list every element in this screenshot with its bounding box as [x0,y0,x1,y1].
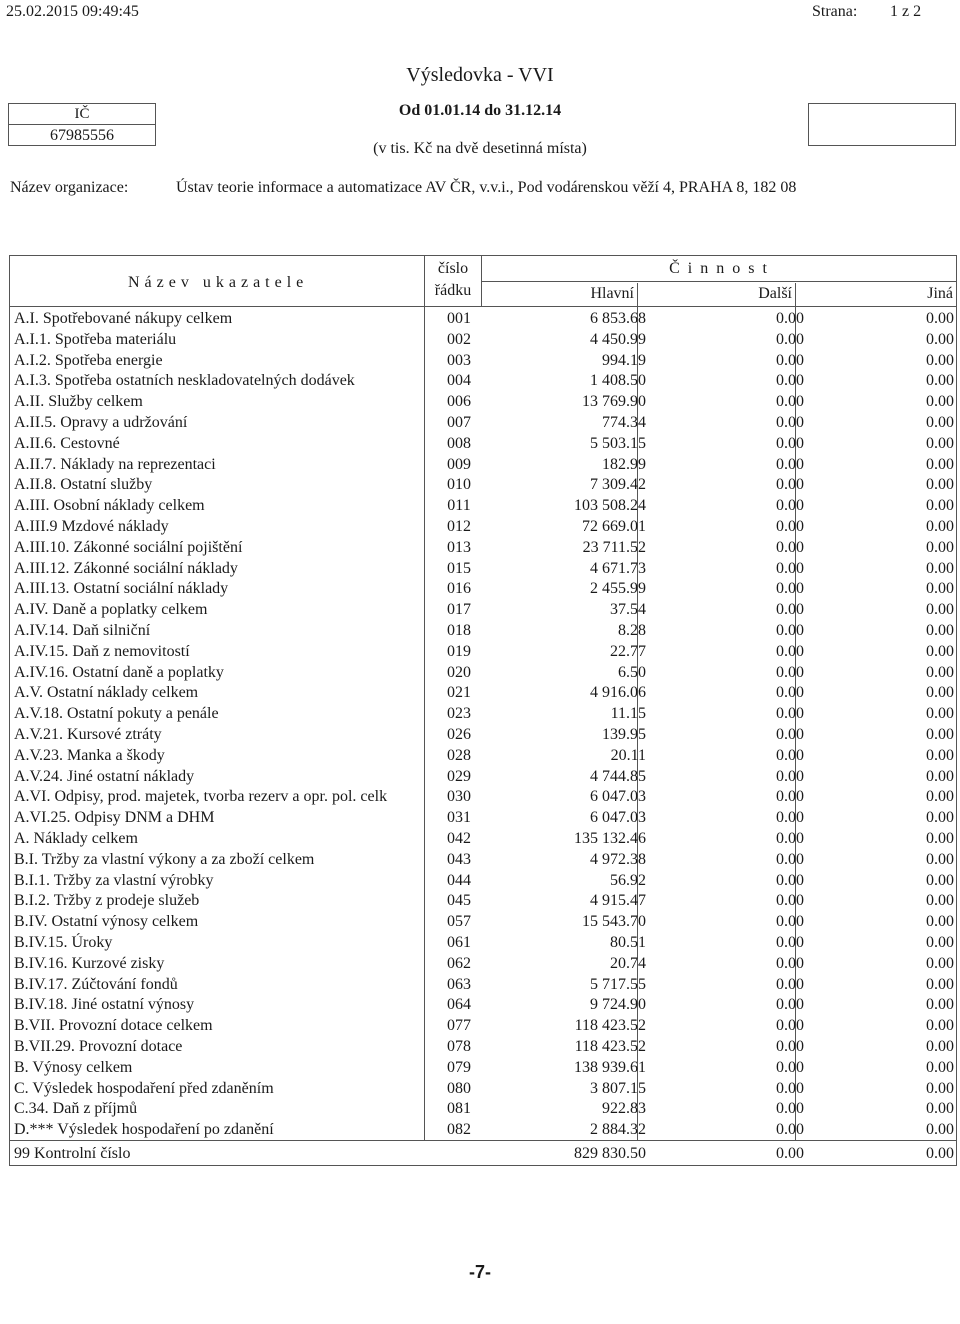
row-misc: 0.00 [926,1079,954,1097]
table-row [10,890,956,911]
row-name: A.V.21. Kursové ztráty [14,726,162,743]
row-misc: 0.00 [926,975,954,993]
row-number: 061 [447,934,471,951]
table-row [10,662,956,683]
row-name: C. Výsledek hospodaření před zdaněním [14,1079,274,1097]
row-main: 7 309.42 [590,476,646,494]
row-other: 0.00 [776,497,804,515]
row-main: 922.83 [602,1100,646,1118]
row-other: 0.00 [776,850,804,868]
row-number: 004 [447,372,471,390]
row-number: 002 [447,330,471,348]
row-name: A. Náklady celkem [14,830,138,847]
row-main: 3 807.15 [590,1079,646,1097]
row-name: A.I.3. Spotřeba ostatních neskladovatelných dodávek [14,372,355,390]
row-other: 0.00 [776,455,804,473]
row-other: 0.00 [776,559,804,577]
row-misc: 0.00 [926,642,954,660]
row-misc: 0.00 [926,934,954,951]
row-main: 13 769.90 [582,393,646,411]
row-main: 6 047.03 [590,809,646,827]
row-number: 020 [447,663,471,681]
row-name: A.III. Osobní náklady celkem [14,497,205,515]
row-main: 56.92 [610,871,646,889]
table-row [10,932,956,953]
row-misc: 0.00 [926,622,954,639]
row-number: 082 [447,1121,471,1139]
print-datetime: 25.02.2015 09:49:45 [6,3,139,20]
row-main: 5 503.15 [590,434,646,452]
ico-label: IČ [9,104,155,125]
row-main: 11.15 [610,705,646,723]
row-misc: 0.00 [926,1017,954,1035]
row-number: 044 [447,871,471,889]
table-row [10,350,956,371]
row-number: 017 [447,601,471,619]
row-main: 20.11 [610,746,646,764]
row-number: 011 [447,497,471,515]
row-misc: 0.00 [926,414,954,431]
row-other: 0.00 [776,663,804,681]
row-misc: 0.00 [926,892,954,910]
document-title: Výsledovka - VVI [406,64,554,86]
row-name: A.II.7. Náklady na reprezentaci [14,455,216,473]
table-row [10,849,956,870]
row-number: 057 [447,913,471,931]
row-number: 080 [447,1079,471,1097]
row-other: 0.00 [776,1079,804,1097]
row-name: A.III.9 Mzdové náklady [14,518,169,535]
table-row [10,724,956,745]
row-main: 103 508.24 [574,497,646,515]
table-row [10,433,956,454]
row-number: 016 [447,580,471,598]
row-name: A.II. Služby celkem [14,393,143,411]
row-other: 0.00 [776,705,804,723]
row-other: 0.00 [776,414,804,431]
row-name: B.IV.17. Zúčtování fondů [14,975,178,993]
row-main: 6.50 [618,663,646,681]
table-row [10,599,956,620]
row-misc: 0.00 [926,850,954,868]
control-row [10,1143,956,1164]
row-main: 182.99 [602,455,646,473]
row-other: 0.00 [776,996,804,1014]
row-other: 0.00 [776,954,804,972]
row-name: B.I.1. Tržby za vlastní výrobky [14,871,214,889]
row-number: 079 [447,1058,471,1076]
table-row [10,641,956,662]
table-row [10,370,956,391]
table-row [10,953,956,974]
row-misc: 0.00 [926,580,954,598]
row-name: A.III.12. Zákonné sociální náklady [14,559,238,577]
table-row [10,682,956,703]
row-main: 4 972.38 [590,850,646,868]
col-main-header: Hlavní [590,285,634,302]
row-misc: 0.00 [926,476,954,494]
header-divider [481,281,956,282]
row-number: 043 [447,850,471,868]
row-number: 030 [447,788,471,806]
row-main: 4 916.06 [590,684,646,702]
table-row [10,870,956,891]
row-number: 012 [447,518,471,535]
row-main: 138 939.61 [574,1058,646,1076]
row-main: 2 884.32 [590,1121,646,1139]
row-main: 4 915.47 [590,892,646,910]
row-number: 007 [447,414,471,431]
row-other: 0.00 [776,871,804,889]
row-other: 0.00 [776,726,804,743]
row-misc: 0.00 [926,913,954,931]
row-other: 0.00 [776,1017,804,1035]
row-misc: 0.00 [926,871,954,889]
row-name: A.II.5. Opravy a udržování [14,414,188,431]
row-misc: 0.00 [926,1100,954,1118]
row-name: A.IV.14. Daň silniční [14,622,151,639]
row-other: 0.00 [776,746,804,764]
row-name: A.III.13. Ostatní sociální náklady [14,580,229,598]
row-main: 4 450.99 [590,330,646,348]
row-misc: 0.00 [926,684,954,702]
row-name: B. Výnosy celkem [14,1058,133,1076]
row-other: 0.00 [776,642,804,660]
page-label: Strana: [812,3,858,20]
table-row [10,412,956,433]
row-number: 015 [447,559,471,577]
row-name: B.VII.29. Provozní dotace [14,1038,183,1055]
row-number: 029 [447,767,471,785]
table-row [10,1119,956,1140]
row-name: A.II.6. Cestovné [14,434,120,452]
row-main: 8.28 [618,622,646,639]
table-row [10,474,956,495]
ico-value: 67985556 [50,127,114,144]
row-other: 0.00 [776,538,804,556]
table-row [10,1015,956,1036]
table-row [10,994,956,1015]
row-number: 013 [447,538,471,556]
row-number: 077 [447,1017,471,1035]
table-row [10,578,956,599]
row-main: 118 423.52 [574,1038,646,1055]
row-misc: 0.00 [926,497,954,515]
row-other: 0.00 [776,975,804,993]
row-main: 994.19 [602,351,646,369]
row-other: 0.00 [776,1121,804,1139]
row-main: 139.95 [602,726,646,743]
row-main: 118 423.52 [574,1017,646,1035]
col-num-header-line2: řádku [434,282,472,299]
units-note: (v tis. Kč na dvě desetinná místa) [373,140,587,157]
control-other: 0.00 [776,1145,804,1162]
row-misc: 0.00 [926,1058,954,1076]
row-other: 0.00 [776,580,804,598]
row-number: 063 [447,975,471,993]
control-main: 829 830.50 [574,1145,646,1162]
table-row [10,454,956,475]
table-row [10,1036,956,1057]
row-other: 0.00 [776,518,804,535]
col-misc-header: Jiná [927,285,953,302]
row-misc: 0.00 [926,351,954,369]
row-number: 001 [447,310,471,327]
row-name: A.V. Ostatní náklady celkem [14,684,199,702]
col-other-header: Další [758,285,792,302]
table-row [10,745,956,766]
table-row [10,766,956,787]
row-name: D.*** Výsledek hospodaření po zdanění [14,1121,274,1139]
row-misc: 0.00 [926,705,954,723]
table-row [10,308,956,329]
row-number: 019 [447,642,471,660]
page-value: 1 z 2 [890,3,922,20]
row-name: A.III.10. Zákonné sociální pojištění [14,538,243,556]
row-misc: 0.00 [926,434,954,452]
row-main: 2 455.99 [590,580,646,598]
row-name: A.VI. Odpisy, prod. majetek, tvorba rezerv a opr. pol. celk [14,788,388,806]
row-number: 010 [447,476,471,494]
row-main: 9 724.90 [590,996,646,1014]
table-row [10,1098,956,1119]
row-misc: 0.00 [926,559,954,577]
table-row [10,516,956,537]
page-number: -7- [469,1262,491,1282]
row-misc: 0.00 [926,830,954,847]
control-name: 99 Kontrolní číslo [14,1145,131,1162]
row-name: C.34. Daň z příjmů [14,1100,138,1118]
row-number: 009 [447,455,471,473]
organization-label: Název organizace: [10,179,129,196]
row-name: B.IV. Ostatní výnosy celkem [14,913,199,931]
row-misc: 0.00 [926,1121,954,1139]
table-row [10,828,956,849]
stamp-box [808,103,956,146]
row-number: 006 [447,393,471,411]
row-name: A.I.1. Spotřeba materiálu [14,330,177,348]
row-main: 37.54 [610,601,646,619]
table-row [10,1057,956,1078]
row-main: 72 669.01 [582,518,646,535]
row-number: 078 [447,1038,471,1055]
row-name: A.I.2. Spotřeba energie [14,351,163,369]
row-main: 15 543.70 [582,913,646,931]
row-name: B.IV.16. Kurzové zisky [14,954,165,972]
row-other: 0.00 [776,393,804,411]
table-row [10,537,956,558]
control-misc: 0.00 [926,1145,954,1162]
row-misc: 0.00 [926,372,954,390]
row-other: 0.00 [776,476,804,494]
row-number: 026 [447,726,471,743]
row-main: 4 744.85 [590,767,646,785]
row-main: 20.74 [610,954,646,972]
row-other: 0.00 [776,601,804,619]
row-other: 0.00 [776,913,804,931]
row-other: 0.00 [776,622,804,639]
row-main: 6 047.03 [590,788,646,806]
row-name: A.I. Spotřebované nákupy celkem [14,310,233,327]
ico-box [8,103,156,146]
row-name: A.V.18. Ostatní pokuty a penále [14,705,219,723]
row-other: 0.00 [776,1058,804,1076]
row-name: A.V.23. Manka a škody [14,746,165,764]
organization-value: Ústav teorie informace a automatizace AV ČR, v.v.i., Pod vodárenskou věží 4, PRAHA 8, 182 08 [176,179,797,196]
row-misc: 0.00 [926,767,954,785]
row-misc: 0.00 [926,663,954,681]
row-other: 0.00 [776,1100,804,1118]
row-other: 0.00 [776,1038,804,1055]
row-misc: 0.00 [926,954,954,972]
row-name: A.VI.25. Odpisy DNM a DHM [14,809,215,827]
row-number: 045 [447,892,471,910]
row-other: 0.00 [776,310,804,327]
col-num-header-line1: číslo [437,260,469,277]
col-name-header: N á z e v u k a z a t e l e [128,274,304,291]
row-other: 0.00 [776,434,804,452]
row-main: 23 711.52 [582,538,646,556]
row-name: B.I.2. Tržby z prodeje služeb [14,892,200,910]
row-name: A.IV.16. Ostatní daně a poplatky [14,663,224,681]
row-main: 1 408.50 [590,372,646,390]
row-number: 003 [447,351,471,369]
row-number: 008 [447,434,471,452]
row-number: 062 [447,954,471,972]
row-main: 6 853.68 [590,310,646,327]
row-name: A.IV. Daně a poplatky celkem [14,601,208,619]
row-misc: 0.00 [926,538,954,556]
table-row [10,391,956,412]
row-number: 021 [447,684,471,702]
row-other: 0.00 [776,892,804,910]
row-other: 0.00 [776,372,804,390]
row-main: 22.77 [610,642,646,660]
row-number: 023 [447,705,471,723]
table-row [10,911,956,932]
table-row [10,974,956,995]
row-name: B.I. Tržby za vlastní výkony a za zboží celkem [14,850,315,868]
row-misc: 0.00 [926,809,954,827]
row-other: 0.00 [776,767,804,785]
row-number: 031 [447,809,471,827]
row-misc: 0.00 [926,996,954,1014]
row-main: 4 671.73 [590,559,646,577]
row-name: B.VII. Provozní dotace celkem [14,1017,213,1035]
row-misc: 0.00 [926,455,954,473]
table-row [10,703,956,724]
row-name: A.IV.15. Daň z nemovitostí [14,642,190,660]
table-row [10,329,956,350]
row-other: 0.00 [776,330,804,348]
row-name: A.V.24. Jiné ostatní náklady [14,767,195,785]
table-row [10,495,956,516]
row-number: 018 [447,622,471,639]
row-other: 0.00 [776,788,804,806]
row-number: 028 [447,746,471,764]
header-bottom-line [9,306,957,307]
row-other: 0.00 [776,934,804,951]
row-misc: 0.00 [926,746,954,764]
row-name: A.II.8. Ostatní služby [14,476,153,494]
col-group-header: Č i n n o s t [669,260,769,277]
row-misc: 0.00 [926,330,954,348]
table-row [10,807,956,828]
row-misc: 0.00 [926,726,954,743]
table-row [10,620,956,641]
row-number: 064 [447,996,471,1014]
row-name: B.IV.15. Úroky [14,934,113,951]
row-other: 0.00 [776,809,804,827]
row-main: 5 717.55 [590,975,646,993]
table-row [10,786,956,807]
row-misc: 0.00 [926,310,954,327]
table-row [10,1078,956,1099]
row-main: 80.51 [610,934,646,951]
row-number: 081 [447,1100,471,1118]
period: Od 01.01.14 do 31.12.14 [398,102,562,119]
row-main: 135 132.46 [574,830,646,847]
row-misc: 0.00 [926,518,954,535]
row-other: 0.00 [776,684,804,702]
row-misc: 0.00 [926,788,954,806]
row-number: 042 [447,830,471,847]
row-main: 774.34 [602,414,646,431]
row-misc: 0.00 [926,601,954,619]
row-name: B.IV.18. Jiné ostatní výnosy [14,996,195,1014]
table-row [10,558,956,579]
row-other: 0.00 [776,830,804,847]
row-other: 0.00 [776,351,804,369]
row-misc: 0.00 [926,393,954,411]
row-misc: 0.00 [926,1038,954,1055]
